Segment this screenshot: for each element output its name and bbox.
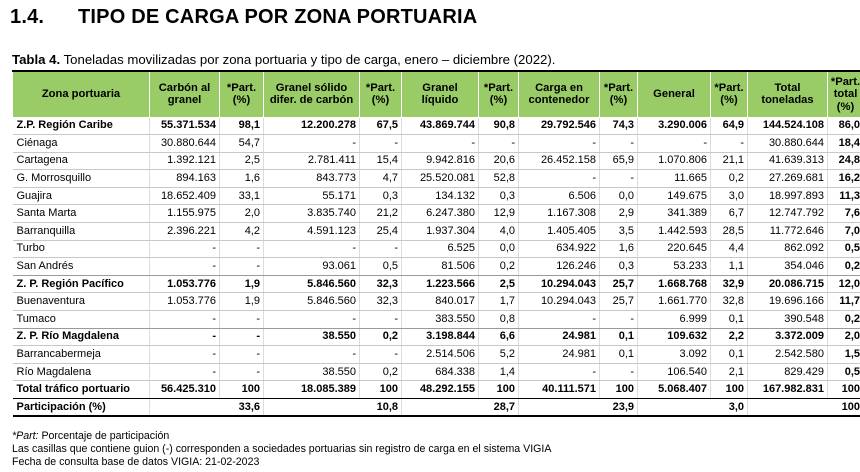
table-cell: 65,9 bbox=[600, 152, 638, 170]
column-header: *Part. (%) bbox=[600, 71, 638, 117]
table-cell: 55.371.534 bbox=[150, 117, 220, 135]
table-cell: - bbox=[519, 311, 600, 329]
table-cell: 134.132 bbox=[402, 187, 479, 205]
table-cell: 15,4 bbox=[360, 152, 402, 170]
table-row bbox=[13, 328, 860, 346]
table-cell: 4,2 bbox=[220, 223, 264, 241]
table-cell: 19.696.166 bbox=[748, 293, 828, 311]
table-row bbox=[13, 240, 860, 258]
table-cell: 5.846.560 bbox=[264, 275, 360, 293]
table-cell: 1,7 bbox=[479, 293, 519, 311]
row-label: Buenaventura bbox=[13, 293, 150, 311]
row-label: San Andrés bbox=[13, 258, 150, 276]
row-label: Barranquilla bbox=[13, 223, 150, 241]
table-cell: 1,6 bbox=[600, 240, 638, 258]
table-cell: - bbox=[360, 135, 402, 153]
table-cell: 100 bbox=[828, 381, 860, 399]
table-cell: 2,2 bbox=[711, 328, 748, 346]
column-header: Total toneladas bbox=[748, 71, 828, 117]
table-cell: 11.772.646 bbox=[748, 223, 828, 241]
table-cell: 18.997.893 bbox=[748, 187, 828, 205]
table-cell: 1,6 bbox=[220, 170, 264, 188]
table-cell: 0,3 bbox=[360, 187, 402, 205]
table-cell: 0,1 bbox=[711, 346, 748, 364]
table-cell: - bbox=[150, 258, 220, 276]
table-cell: 12.747.792 bbox=[748, 205, 828, 223]
table-cell: 18.085.389 bbox=[264, 381, 360, 399]
table-cell: 1.405.405 bbox=[519, 223, 600, 241]
table-cell: 43.869.744 bbox=[402, 117, 479, 135]
table-cell: 25.520.081 bbox=[402, 170, 479, 188]
table-notes bbox=[12, 430, 551, 470]
table-cell: 3.372.009 bbox=[748, 328, 828, 346]
table-cell: 24.981 bbox=[519, 328, 600, 346]
table-row bbox=[13, 311, 860, 329]
table-cell: 32,3 bbox=[360, 293, 402, 311]
participation-cell: 28,7 bbox=[402, 399, 519, 417]
table-cell: 1.053.776 bbox=[150, 293, 220, 311]
participation-cell: 33,6 bbox=[150, 399, 264, 417]
table-cell: 24.981 bbox=[519, 346, 600, 364]
table-cell: 100 bbox=[360, 381, 402, 399]
table-cell: 100 bbox=[711, 381, 748, 399]
table-cell: 220.645 bbox=[638, 240, 711, 258]
table-cell: 167.982.831 bbox=[748, 381, 828, 399]
column-header: Granel líquido bbox=[402, 71, 479, 117]
table-cell: 20.086.715 bbox=[748, 275, 828, 293]
table-cell: 0,2 bbox=[828, 258, 860, 276]
table-cell: 30.880.644 bbox=[150, 135, 220, 153]
table-cell: 5,2 bbox=[479, 346, 519, 364]
table-cell: 0,5 bbox=[828, 240, 860, 258]
table-cell: 2,9 bbox=[600, 205, 638, 223]
row-label: Río Magdalena bbox=[13, 363, 150, 381]
row-label: Turbo bbox=[13, 240, 150, 258]
table-cell: 684.338 bbox=[402, 363, 479, 381]
table-cell: 0,2 bbox=[479, 258, 519, 276]
table-cell: 12,9 bbox=[479, 205, 519, 223]
table-row bbox=[13, 205, 860, 223]
row-label: Z. P. Región Pacífico bbox=[13, 275, 150, 293]
table-cell: - bbox=[150, 363, 220, 381]
table-cell: 2.781.411 bbox=[264, 152, 360, 170]
table-cell: 32,8 bbox=[711, 293, 748, 311]
table-cell: 3,0 bbox=[711, 187, 748, 205]
table-cell: 21,1 bbox=[711, 152, 748, 170]
table-cell: 1,9 bbox=[220, 293, 264, 311]
table-cell: 354.046 bbox=[748, 258, 828, 276]
table-cell: 48.292.155 bbox=[402, 381, 479, 399]
table-cell: 1,9 bbox=[220, 275, 264, 293]
table-cell: 1.167.308 bbox=[519, 205, 600, 223]
table-cell: 1,4 bbox=[479, 363, 519, 381]
table-cell: - bbox=[220, 328, 264, 346]
column-header: General bbox=[638, 71, 711, 117]
table-cell: 0,3 bbox=[600, 258, 638, 276]
table-caption bbox=[12, 52, 555, 67]
column-header: Carga en contenedor bbox=[519, 71, 600, 117]
table-cell: 74,3 bbox=[600, 117, 638, 135]
table-cell: 28,5 bbox=[711, 223, 748, 241]
table-cell: 12.200.278 bbox=[264, 117, 360, 135]
table-cell: 38.550 bbox=[264, 363, 360, 381]
table-row bbox=[13, 223, 860, 241]
table-cell: 26.452.158 bbox=[519, 152, 600, 170]
table-cell: 93.061 bbox=[264, 258, 360, 276]
table-cell: 383.550 bbox=[402, 311, 479, 329]
table-cell: - bbox=[519, 135, 600, 153]
table-cell: 7,6 bbox=[828, 205, 860, 223]
table-cell: - bbox=[150, 346, 220, 364]
table-cell: 7,0 bbox=[828, 223, 860, 241]
table-cell: - bbox=[360, 240, 402, 258]
table-row bbox=[13, 170, 860, 188]
table-cell: 1.442.593 bbox=[638, 223, 711, 241]
caption-text: Toneladas movilizadas por zona portuaria y tipo de carga, enero – diciembre (2022). bbox=[60, 52, 556, 67]
table-cell: - bbox=[264, 346, 360, 364]
caption-label: Tabla 4. bbox=[12, 52, 61, 67]
table-cell: 390.548 bbox=[748, 311, 828, 329]
row-label: Tumaco bbox=[13, 311, 150, 329]
table-cell: 5.068.407 bbox=[638, 381, 711, 399]
column-header: Carbón al granel bbox=[150, 71, 220, 117]
column-header: *Part. total (%) bbox=[828, 71, 860, 117]
table-row bbox=[13, 258, 860, 276]
table-cell: - bbox=[600, 135, 638, 153]
table-cell: - bbox=[220, 311, 264, 329]
table-cell: 1.668.768 bbox=[638, 275, 711, 293]
section-title: TIPO DE CARGA POR ZONA PORTUARIA bbox=[78, 6, 478, 28]
table-cell: 149.675 bbox=[638, 187, 711, 205]
table-cell: 0,1 bbox=[711, 311, 748, 329]
section-heading bbox=[10, 6, 477, 29]
table-cell: 1,1 bbox=[711, 258, 748, 276]
table-cell: 5.846.560 bbox=[264, 293, 360, 311]
table-cell: 86,0 bbox=[828, 117, 860, 135]
table-cell: 862.092 bbox=[748, 240, 828, 258]
table-cell: 2,1 bbox=[711, 363, 748, 381]
table-cell: 32,9 bbox=[711, 275, 748, 293]
table-cell: 126.246 bbox=[519, 258, 600, 276]
table-cell: 38.550 bbox=[264, 328, 360, 346]
table-cell: 11,7 bbox=[828, 293, 860, 311]
table-cell: 840.017 bbox=[402, 293, 479, 311]
table-cell: 25,7 bbox=[600, 275, 638, 293]
table-cell: 894.163 bbox=[150, 170, 220, 188]
table-cell: 1.937.304 bbox=[402, 223, 479, 241]
table-header-row bbox=[13, 71, 860, 117]
table-cell: 54,7 bbox=[220, 135, 264, 153]
table-cell: 6,7 bbox=[711, 205, 748, 223]
table-cell: 100 bbox=[220, 381, 264, 399]
table-cell: 30.880.644 bbox=[748, 135, 828, 153]
table-cell: 0,2 bbox=[828, 311, 860, 329]
table-cell: 1,5 bbox=[828, 346, 860, 364]
table-cell: 634.922 bbox=[519, 240, 600, 258]
table-cell: - bbox=[402, 135, 479, 153]
table-cell: - bbox=[360, 346, 402, 364]
table-body bbox=[13, 117, 860, 416]
table-cell: 12,0 bbox=[828, 275, 860, 293]
table-cell: 0,1 bbox=[600, 328, 638, 346]
column-header: *Part. (%) bbox=[479, 71, 519, 117]
participation-cell: 100 bbox=[748, 399, 860, 417]
table-cell: 20,6 bbox=[479, 152, 519, 170]
row-label: Guajira bbox=[13, 187, 150, 205]
table-cell: 3.835.740 bbox=[264, 205, 360, 223]
table-cell: 1.053.776 bbox=[150, 275, 220, 293]
table-cell: 0,5 bbox=[828, 363, 860, 381]
table-cell: 25,4 bbox=[360, 223, 402, 241]
table-cell: 53.233 bbox=[638, 258, 711, 276]
note-date: Fecha de consulta base de datos VIGIA: 21-02-2023 bbox=[12, 456, 260, 469]
table-cell: - bbox=[150, 311, 220, 329]
table-cell: 100 bbox=[600, 381, 638, 399]
table-cell: 4,7 bbox=[360, 170, 402, 188]
row-label: Participación (%) bbox=[13, 399, 150, 417]
table-cell: 3.198.844 bbox=[402, 328, 479, 346]
table-cell: 90,8 bbox=[479, 117, 519, 135]
table-cell: 11.665 bbox=[638, 170, 711, 188]
table-row bbox=[13, 381, 860, 399]
participation-cell: 23,9 bbox=[519, 399, 638, 417]
table-cell: 6.506 bbox=[519, 187, 600, 205]
table-cell: 98,1 bbox=[220, 117, 264, 135]
row-label: Ciénaga bbox=[13, 135, 150, 153]
table-cell: 4,0 bbox=[479, 223, 519, 241]
table-cell: 6.247.380 bbox=[402, 205, 479, 223]
table-cell: - bbox=[220, 258, 264, 276]
table-cell: 100 bbox=[479, 381, 519, 399]
section-number: 1.4. bbox=[10, 6, 45, 28]
table-cell: - bbox=[600, 363, 638, 381]
table-cell: 0,1 bbox=[600, 346, 638, 364]
table-cell: 0,8 bbox=[479, 311, 519, 329]
table-cell: 2.514.506 bbox=[402, 346, 479, 364]
table-cell: 18,4 bbox=[828, 135, 860, 153]
table-cell: - bbox=[264, 135, 360, 153]
table-cell: 109.632 bbox=[638, 328, 711, 346]
table-cell: - bbox=[150, 328, 220, 346]
table-cell: 4,4 bbox=[711, 240, 748, 258]
column-header: Granel sólido difer. de carbón bbox=[264, 71, 360, 117]
table-cell: 6.999 bbox=[638, 311, 711, 329]
table-cell: 25,7 bbox=[600, 293, 638, 311]
table-cell: - bbox=[264, 311, 360, 329]
row-label: Santa Marta bbox=[13, 205, 150, 223]
table-cell: 341.389 bbox=[638, 205, 711, 223]
table-cell: - bbox=[220, 240, 264, 258]
table-cell: 10.294.043 bbox=[519, 293, 600, 311]
table-cell: 10.294.043 bbox=[519, 275, 600, 293]
table-cell: 6.525 bbox=[402, 240, 479, 258]
column-header: *Part. (%) bbox=[360, 71, 402, 117]
table-row bbox=[13, 293, 860, 311]
table-cell: - bbox=[711, 135, 748, 153]
row-label: Z.P. Región Caribe bbox=[13, 117, 150, 135]
table-row bbox=[13, 346, 860, 364]
row-label: Cartagena bbox=[13, 152, 150, 170]
table-row bbox=[13, 187, 860, 205]
table-cell: 27.269.681 bbox=[748, 170, 828, 188]
table-row bbox=[13, 275, 860, 293]
table-cell: 2.542.580 bbox=[748, 346, 828, 364]
column-header: *Part. (%) bbox=[220, 71, 264, 117]
row-label: Total tráfico portuario bbox=[13, 381, 150, 399]
table-cell: 1.223.566 bbox=[402, 275, 479, 293]
table-cell: 2,5 bbox=[220, 152, 264, 170]
table-cell: 2,0 bbox=[828, 328, 860, 346]
table-cell: - bbox=[638, 135, 711, 153]
participation-row bbox=[13, 399, 860, 417]
table-cell: 24,8 bbox=[828, 152, 860, 170]
table-cell: 56.425.310 bbox=[150, 381, 220, 399]
table-cell: - bbox=[360, 311, 402, 329]
table-cell: 2,5 bbox=[479, 275, 519, 293]
table-cell: - bbox=[600, 311, 638, 329]
table-cell: 41.639.313 bbox=[748, 152, 828, 170]
note-part bbox=[12, 430, 551, 443]
table-cell: 3.290.006 bbox=[638, 117, 711, 135]
table-cell: - bbox=[150, 240, 220, 258]
table-cell: 0,2 bbox=[711, 170, 748, 188]
table-cell: 0,2 bbox=[360, 363, 402, 381]
participation-cell: 10,8 bbox=[264, 399, 402, 417]
table-cell: 40.111.571 bbox=[519, 381, 600, 399]
table-cell: 0,0 bbox=[479, 240, 519, 258]
column-header: Zona portuaria bbox=[13, 71, 150, 117]
note-part-label: *Part: bbox=[12, 430, 39, 442]
table-cell: 6,6 bbox=[479, 328, 519, 346]
note-dashes: Las casillas que contiene guion (-) corresponden a sociedades portuarias sin registro de carga en el sistema VIGIA bbox=[12, 443, 552, 456]
table-row bbox=[13, 117, 860, 135]
table-cell: 55.171 bbox=[264, 187, 360, 205]
table-cell: - bbox=[519, 170, 600, 188]
table-cell: 33,1 bbox=[220, 187, 264, 205]
table-row bbox=[13, 135, 860, 153]
column-header: *Part. (%) bbox=[711, 71, 748, 117]
table-cell: 67,5 bbox=[360, 117, 402, 135]
table-cell: - bbox=[600, 170, 638, 188]
table-cell: - bbox=[264, 240, 360, 258]
table-row bbox=[13, 363, 860, 381]
table-cell: 29.792.546 bbox=[519, 117, 600, 135]
table-cell: 1.155.975 bbox=[150, 205, 220, 223]
table-cell: 2.396.221 bbox=[150, 223, 220, 241]
table-cell: - bbox=[519, 363, 600, 381]
table-cell: 0,5 bbox=[360, 258, 402, 276]
cargo-table bbox=[12, 70, 860, 417]
table-cell: - bbox=[220, 346, 264, 364]
table-cell: 1.392.121 bbox=[150, 152, 220, 170]
table-cell: 1.070.806 bbox=[638, 152, 711, 170]
note-part-text: Porcentaje de participación bbox=[38, 430, 170, 442]
table-cell: 0,2 bbox=[360, 328, 402, 346]
table-row bbox=[13, 152, 860, 170]
table-cell: 11,3 bbox=[828, 187, 860, 205]
table-cell: 4.591.123 bbox=[264, 223, 360, 241]
table-cell: 81.506 bbox=[402, 258, 479, 276]
table-cell: 32,3 bbox=[360, 275, 402, 293]
table-cell: 3,5 bbox=[600, 223, 638, 241]
table-cell: 1.661.770 bbox=[638, 293, 711, 311]
row-label: Z. P. Río Magdalena bbox=[13, 328, 150, 346]
participation-cell: 3,0 bbox=[638, 399, 748, 417]
table-cell: 0,0 bbox=[600, 187, 638, 205]
table-cell: 16,2 bbox=[828, 170, 860, 188]
table-cell: 2,0 bbox=[220, 205, 264, 223]
table-cell: 106.540 bbox=[638, 363, 711, 381]
table-cell: 843.773 bbox=[264, 170, 360, 188]
table-cell: - bbox=[479, 135, 519, 153]
table-cell: 3.092 bbox=[638, 346, 711, 364]
table-cell: 64,9 bbox=[711, 117, 748, 135]
table-cell: 18.652.409 bbox=[150, 187, 220, 205]
table-cell: - bbox=[220, 363, 264, 381]
table-cell: 21,2 bbox=[360, 205, 402, 223]
table-cell: 9.942.816 bbox=[402, 152, 479, 170]
row-label: Barrancabermeja bbox=[13, 346, 150, 364]
row-label: G. Morrosquillo bbox=[13, 170, 150, 188]
table-cell: 829.429 bbox=[748, 363, 828, 381]
table-cell: 144.524.108 bbox=[748, 117, 828, 135]
table-cell: 52,8 bbox=[479, 170, 519, 188]
table-cell: 0,3 bbox=[479, 187, 519, 205]
